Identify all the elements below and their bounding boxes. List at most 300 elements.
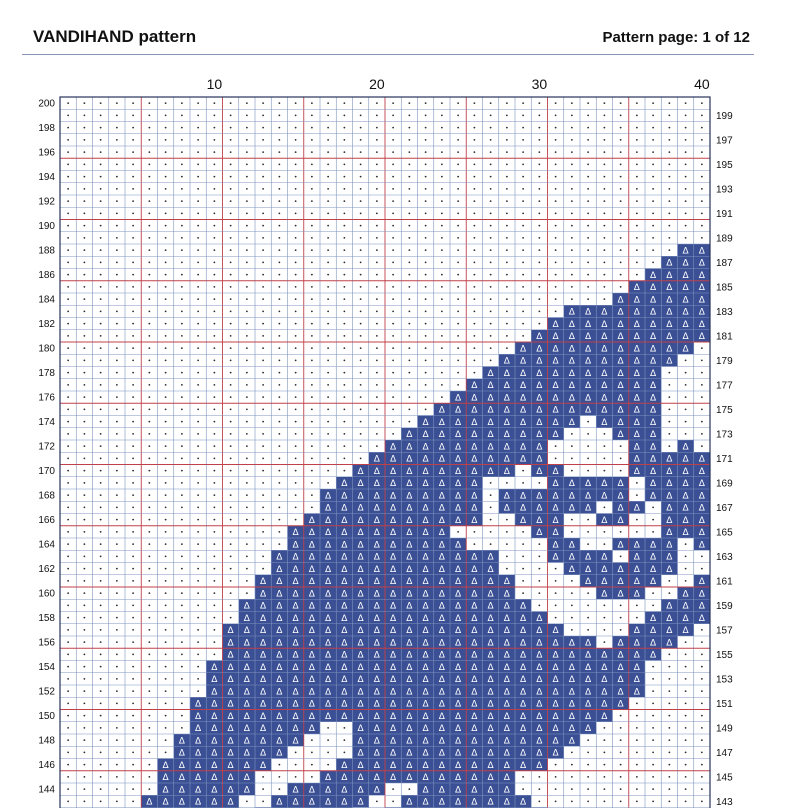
fill-symbol: Δ <box>552 699 559 710</box>
empty-stitch-dot <box>376 212 378 214</box>
empty-stitch-dot <box>132 286 134 288</box>
empty-stitch-dot <box>636 776 638 778</box>
empty-stitch-dot <box>165 470 167 472</box>
fill-symbol: Δ <box>520 797 527 808</box>
row-label-right: 193 <box>716 184 733 196</box>
empty-stitch-dot <box>197 617 199 619</box>
empty-stitch-dot <box>230 457 232 459</box>
fill-symbol: Δ <box>357 760 364 771</box>
empty-stitch-dot <box>636 249 638 251</box>
empty-stitch-dot <box>230 396 232 398</box>
fill-symbol: Δ <box>276 797 283 808</box>
empty-stitch-dot <box>620 114 622 116</box>
empty-stitch-dot <box>83 457 85 459</box>
fill-symbol: Δ <box>536 613 543 624</box>
fill-symbol: Δ <box>682 515 689 526</box>
empty-stitch-dot <box>685 555 687 557</box>
fill-symbol: Δ <box>568 393 575 404</box>
empty-stitch-dot <box>360 421 362 423</box>
empty-stitch-dot <box>555 764 557 766</box>
empty-stitch-dot <box>181 408 183 410</box>
fill-symbol: Δ <box>455 650 462 661</box>
empty-stitch-dot <box>165 163 167 165</box>
empty-stitch-dot <box>538 114 540 116</box>
empty-stitch-dot <box>262 470 264 472</box>
fill-symbol: Δ <box>585 368 592 379</box>
empty-stitch-dot <box>246 102 248 104</box>
empty-stitch-dot <box>425 102 427 104</box>
empty-stitch-dot <box>392 225 394 227</box>
empty-stitch-dot <box>685 421 687 423</box>
empty-stitch-dot <box>603 163 605 165</box>
fill-symbol: Δ <box>633 589 640 600</box>
empty-stitch-dot <box>230 114 232 116</box>
fill-symbol: Δ <box>390 454 397 465</box>
empty-stitch-dot <box>620 715 622 717</box>
fill-symbol: Δ <box>211 724 218 735</box>
empty-stitch-dot <box>311 433 313 435</box>
fill-symbol: Δ <box>438 760 445 771</box>
empty-stitch-dot <box>571 751 573 753</box>
empty-stitch-dot <box>197 212 199 214</box>
empty-stitch-dot <box>197 666 199 668</box>
fill-symbol: Δ <box>390 613 397 624</box>
fill-symbol: Δ <box>666 564 673 575</box>
empty-stitch-dot <box>376 372 378 374</box>
empty-stitch-dot <box>360 139 362 141</box>
row-label-right: 155 <box>716 649 733 661</box>
fill-symbol: Δ <box>666 270 673 281</box>
empty-stitch-dot <box>311 261 313 263</box>
empty-stitch-dot <box>408 237 410 239</box>
fill-symbol: Δ <box>471 552 478 563</box>
empty-stitch-dot <box>181 127 183 129</box>
empty-stitch-dot <box>506 298 508 300</box>
empty-stitch-dot <box>213 347 215 349</box>
empty-stitch-dot <box>522 310 524 312</box>
empty-stitch-dot <box>83 274 85 276</box>
empty-stitch-dot <box>327 335 329 337</box>
empty-stitch-dot <box>132 580 134 582</box>
empty-stitch-dot <box>67 298 69 300</box>
fill-symbol: Δ <box>568 491 575 502</box>
empty-stitch-dot <box>392 335 394 337</box>
empty-stitch-dot <box>425 163 427 165</box>
empty-stitch-dot <box>343 261 345 263</box>
empty-stitch-dot <box>360 151 362 153</box>
fill-symbol: Δ <box>438 552 445 563</box>
empty-stitch-dot <box>327 751 329 753</box>
row-label-right: 147 <box>716 747 733 759</box>
empty-stitch-dot <box>295 494 297 496</box>
fill-symbol: Δ <box>390 577 397 588</box>
fill-symbol: Δ <box>617 417 624 428</box>
empty-stitch-dot <box>457 102 459 104</box>
fill-symbol: Δ <box>601 564 608 575</box>
row-label-left: 160 <box>38 588 55 600</box>
empty-stitch-dot <box>408 261 410 263</box>
empty-stitch-dot <box>376 200 378 202</box>
empty-stitch-dot <box>490 519 492 521</box>
empty-stitch-dot <box>230 347 232 349</box>
empty-stitch-dot <box>392 347 394 349</box>
empty-stitch-dot <box>571 212 573 214</box>
empty-stitch-dot <box>360 372 362 374</box>
empty-stitch-dot <box>522 482 524 484</box>
fill-symbol: Δ <box>341 491 348 502</box>
empty-stitch-dot <box>197 163 199 165</box>
empty-stitch-dot <box>538 776 540 778</box>
empty-stitch-dot <box>620 751 622 753</box>
empty-stitch-dot <box>132 139 134 141</box>
empty-stitch-dot <box>278 457 280 459</box>
empty-stitch-dot <box>587 163 589 165</box>
fill-symbol: Δ <box>325 650 332 661</box>
empty-stitch-dot <box>603 274 605 276</box>
fill-symbol: Δ <box>536 650 543 661</box>
fill-symbol: Δ <box>406 699 413 710</box>
empty-stitch-dot <box>67 188 69 190</box>
empty-stitch-dot <box>522 102 524 104</box>
fill-symbol: Δ <box>601 515 608 526</box>
fill-symbol: Δ <box>520 724 527 735</box>
empty-stitch-dot <box>327 163 329 165</box>
fill-symbol: Δ <box>438 699 445 710</box>
empty-stitch-dot <box>197 176 199 178</box>
empty-stitch-dot <box>376 396 378 398</box>
empty-stitch-dot <box>67 555 69 557</box>
empty-stitch-dot <box>83 163 85 165</box>
empty-stitch-dot <box>441 274 443 276</box>
empty-stitch-dot <box>343 114 345 116</box>
fill-symbol: Δ <box>585 650 592 661</box>
empty-stitch-dot <box>636 151 638 153</box>
empty-stitch-dot <box>181 114 183 116</box>
empty-stitch-dot <box>555 286 557 288</box>
empty-stitch-dot <box>83 788 85 790</box>
empty-stitch-dot <box>148 568 150 570</box>
empty-stitch-dot <box>197 310 199 312</box>
fill-symbol: Δ <box>536 356 543 367</box>
empty-stitch-dot <box>522 286 524 288</box>
empty-stitch-dot <box>83 200 85 202</box>
empty-stitch-dot <box>701 715 703 717</box>
empty-stitch-dot <box>441 127 443 129</box>
fill-symbol: Δ <box>438 466 445 477</box>
empty-stitch-dot <box>392 176 394 178</box>
fill-symbol: Δ <box>601 356 608 367</box>
empty-stitch-dot <box>67 127 69 129</box>
empty-stitch-dot <box>181 359 183 361</box>
fill-symbol: Δ <box>308 785 315 796</box>
empty-stitch-dot <box>100 261 102 263</box>
fill-symbol: Δ <box>471 454 478 465</box>
empty-stitch-dot <box>425 212 427 214</box>
fill-symbol: Δ <box>325 601 332 612</box>
empty-stitch-dot <box>473 274 475 276</box>
empty-stitch-dot <box>116 617 118 619</box>
empty-stitch-dot <box>620 800 622 802</box>
empty-stitch-dot <box>197 323 199 325</box>
row-label-right: 167 <box>716 502 733 514</box>
empty-stitch-dot <box>636 604 638 606</box>
empty-stitch-dot <box>278 200 280 202</box>
empty-stitch-dot <box>197 359 199 361</box>
empty-stitch-dot <box>67 286 69 288</box>
empty-stitch-dot <box>83 751 85 753</box>
empty-stitch-dot <box>490 200 492 202</box>
empty-stitch-dot <box>165 347 167 349</box>
empty-stitch-dot <box>116 384 118 386</box>
empty-stitch-dot <box>311 482 313 484</box>
empty-stitch-dot <box>506 188 508 190</box>
empty-stitch-dot <box>83 433 85 435</box>
fill-symbol: Δ <box>325 589 332 600</box>
fill-symbol: Δ <box>422 662 429 673</box>
empty-stitch-dot <box>441 102 443 104</box>
empty-stitch-dot <box>360 408 362 410</box>
empty-stitch-dot <box>132 727 134 729</box>
fill-symbol: Δ <box>341 662 348 673</box>
empty-stitch-dot <box>538 604 540 606</box>
empty-stitch-dot <box>295 384 297 386</box>
fill-symbol: Δ <box>390 760 397 771</box>
empty-stitch-dot <box>408 310 410 312</box>
empty-stitch-dot <box>116 494 118 496</box>
empty-stitch-dot <box>165 592 167 594</box>
fill-symbol: Δ <box>292 589 299 600</box>
fill-symbol: Δ <box>308 662 315 673</box>
fill-symbol: Δ <box>503 613 510 624</box>
fill-symbol: Δ <box>422 613 429 624</box>
empty-stitch-dot <box>83 604 85 606</box>
empty-stitch-dot <box>197 519 199 521</box>
fill-symbol: Δ <box>650 319 657 330</box>
empty-stitch-dot <box>100 494 102 496</box>
empty-stitch-dot <box>571 274 573 276</box>
fill-symbol: Δ <box>308 589 315 600</box>
empty-stitch-dot <box>327 433 329 435</box>
empty-stitch-dot <box>587 274 589 276</box>
empty-stitch-dot <box>67 151 69 153</box>
empty-stitch-dot <box>148 286 150 288</box>
fill-symbol: Δ <box>471 797 478 808</box>
empty-stitch-dot <box>522 139 524 141</box>
empty-stitch-dot <box>246 114 248 116</box>
fill-symbol: Δ <box>406 650 413 661</box>
empty-stitch-dot <box>246 470 248 472</box>
empty-stitch-dot <box>132 788 134 790</box>
fill-symbol: Δ <box>568 503 575 514</box>
empty-stitch-dot <box>311 494 313 496</box>
empty-stitch-dot <box>441 323 443 325</box>
empty-stitch-dot <box>555 580 557 582</box>
fill-symbol: Δ <box>617 381 624 392</box>
empty-stitch-dot <box>100 629 102 631</box>
empty-stitch-dot <box>278 249 280 251</box>
fill-symbol: Δ <box>487 675 494 686</box>
empty-stitch-dot <box>100 335 102 337</box>
empty-stitch-dot <box>360 127 362 129</box>
fill-symbol: Δ <box>503 417 510 428</box>
fill-symbol: Δ <box>503 760 510 771</box>
row-label-left: 174 <box>38 417 55 429</box>
fill-symbol: Δ <box>390 442 397 453</box>
empty-stitch-dot <box>603 225 605 227</box>
empty-stitch-dot <box>701 225 703 227</box>
fill-symbol: Δ <box>341 773 348 784</box>
fill-symbol: Δ <box>243 662 250 673</box>
empty-stitch-dot <box>701 237 703 239</box>
fill-symbol: Δ <box>341 540 348 551</box>
fill-symbol: Δ <box>601 675 608 686</box>
empty-stitch-dot <box>116 739 118 741</box>
empty-stitch-dot <box>360 237 362 239</box>
empty-stitch-dot <box>376 151 378 153</box>
fill-symbol: Δ <box>552 687 559 698</box>
fill-symbol: Δ <box>536 711 543 722</box>
empty-stitch-dot <box>230 408 232 410</box>
empty-stitch-dot <box>343 200 345 202</box>
empty-stitch-dot <box>457 127 459 129</box>
fill-symbol: Δ <box>503 650 510 661</box>
empty-stitch-dot <box>213 359 215 361</box>
empty-stitch-dot <box>148 702 150 704</box>
fill-symbol: Δ <box>601 319 608 330</box>
empty-stitch-dot <box>197 139 199 141</box>
empty-stitch-dot <box>116 788 118 790</box>
empty-stitch-dot <box>457 286 459 288</box>
fill-symbol: Δ <box>243 760 250 771</box>
empty-stitch-dot <box>100 286 102 288</box>
empty-stitch-dot <box>620 139 622 141</box>
empty-stitch-dot <box>360 274 362 276</box>
empty-stitch-dot <box>392 274 394 276</box>
empty-stitch-dot <box>67 457 69 459</box>
fill-symbol: Δ <box>243 626 250 637</box>
row-label-left: 184 <box>38 294 55 306</box>
fill-symbol: Δ <box>243 638 250 649</box>
fill-symbol: Δ <box>276 577 283 588</box>
fill-symbol: Δ <box>471 515 478 526</box>
fill-symbol: Δ <box>698 479 705 490</box>
empty-stitch-dot <box>148 739 150 741</box>
fill-symbol: Δ <box>536 393 543 404</box>
empty-stitch-dot <box>197 494 199 496</box>
empty-stitch-dot <box>116 445 118 447</box>
row-label-left: 176 <box>38 392 55 404</box>
empty-stitch-dot <box>213 310 215 312</box>
empty-stitch-dot <box>67 114 69 116</box>
empty-stitch-dot <box>587 617 589 619</box>
empty-stitch-dot <box>148 617 150 619</box>
row-label-left: 196 <box>38 147 55 159</box>
empty-stitch-dot <box>181 629 183 631</box>
empty-stitch-dot <box>165 274 167 276</box>
empty-stitch-dot <box>457 212 459 214</box>
empty-stitch-dot <box>327 445 329 447</box>
empty-stitch-dot <box>116 433 118 435</box>
empty-stitch-dot <box>343 739 345 741</box>
empty-stitch-dot <box>522 114 524 116</box>
empty-stitch-dot <box>376 445 378 447</box>
fill-symbol: Δ <box>471 748 478 759</box>
fill-symbol: Δ <box>260 760 267 771</box>
fill-symbol: Δ <box>422 601 429 612</box>
fill-symbol: Δ <box>390 540 397 551</box>
fill-symbol: Δ <box>666 515 673 526</box>
empty-stitch-dot <box>116 543 118 545</box>
empty-stitch-dot <box>197 225 199 227</box>
fill-symbol: Δ <box>390 466 397 477</box>
empty-stitch-dot <box>278 335 280 337</box>
empty-stitch-dot <box>148 678 150 680</box>
empty-stitch-dot <box>603 531 605 533</box>
empty-stitch-dot <box>701 421 703 423</box>
fill-symbol: Δ <box>292 687 299 698</box>
fill-symbol: Δ <box>617 662 624 673</box>
empty-stitch-dot <box>555 102 557 104</box>
fill-symbol: Δ <box>552 540 559 551</box>
empty-stitch-dot <box>181 151 183 153</box>
empty-stitch-dot <box>620 274 622 276</box>
empty-stitch-dot <box>571 445 573 447</box>
empty-stitch-dot <box>278 286 280 288</box>
empty-stitch-dot <box>67 727 69 729</box>
empty-stitch-dot <box>295 114 297 116</box>
empty-stitch-dot <box>538 274 540 276</box>
fill-symbol: Δ <box>666 307 673 318</box>
empty-stitch-dot <box>522 788 524 790</box>
fill-symbol: Δ <box>406 638 413 649</box>
empty-stitch-dot <box>67 568 69 570</box>
empty-stitch-dot <box>685 127 687 129</box>
fill-symbol: Δ <box>422 626 429 637</box>
empty-stitch-dot <box>522 212 524 214</box>
empty-stitch-dot <box>522 200 524 202</box>
fill-symbol: Δ <box>276 736 283 747</box>
fill-symbol: Δ <box>471 577 478 588</box>
fill-symbol: Δ <box>568 344 575 355</box>
empty-stitch-dot <box>116 506 118 508</box>
empty-stitch-dot <box>132 690 134 692</box>
empty-stitch-dot <box>278 359 280 361</box>
empty-stitch-dot <box>116 396 118 398</box>
empty-stitch-dot <box>408 139 410 141</box>
empty-stitch-dot <box>295 421 297 423</box>
empty-stitch-dot <box>278 433 280 435</box>
empty-stitch-dot <box>701 751 703 753</box>
fill-symbol: Δ <box>341 564 348 575</box>
fill-symbol: Δ <box>162 773 169 784</box>
empty-stitch-dot <box>165 188 167 190</box>
empty-stitch-dot <box>668 200 670 202</box>
fill-symbol: Δ <box>601 650 608 661</box>
empty-stitch-dot <box>636 788 638 790</box>
empty-stitch-dot <box>571 531 573 533</box>
empty-stitch-dot <box>100 617 102 619</box>
empty-stitch-dot <box>116 408 118 410</box>
empty-stitch-dot <box>246 543 248 545</box>
fill-symbol: Δ <box>552 515 559 526</box>
fill-symbol: Δ <box>585 675 592 686</box>
empty-stitch-dot <box>116 751 118 753</box>
empty-stitch-dot <box>116 323 118 325</box>
empty-stitch-dot <box>230 188 232 190</box>
empty-stitch-dot <box>230 212 232 214</box>
empty-stitch-dot <box>165 543 167 545</box>
fill-symbol: Δ <box>211 711 218 722</box>
